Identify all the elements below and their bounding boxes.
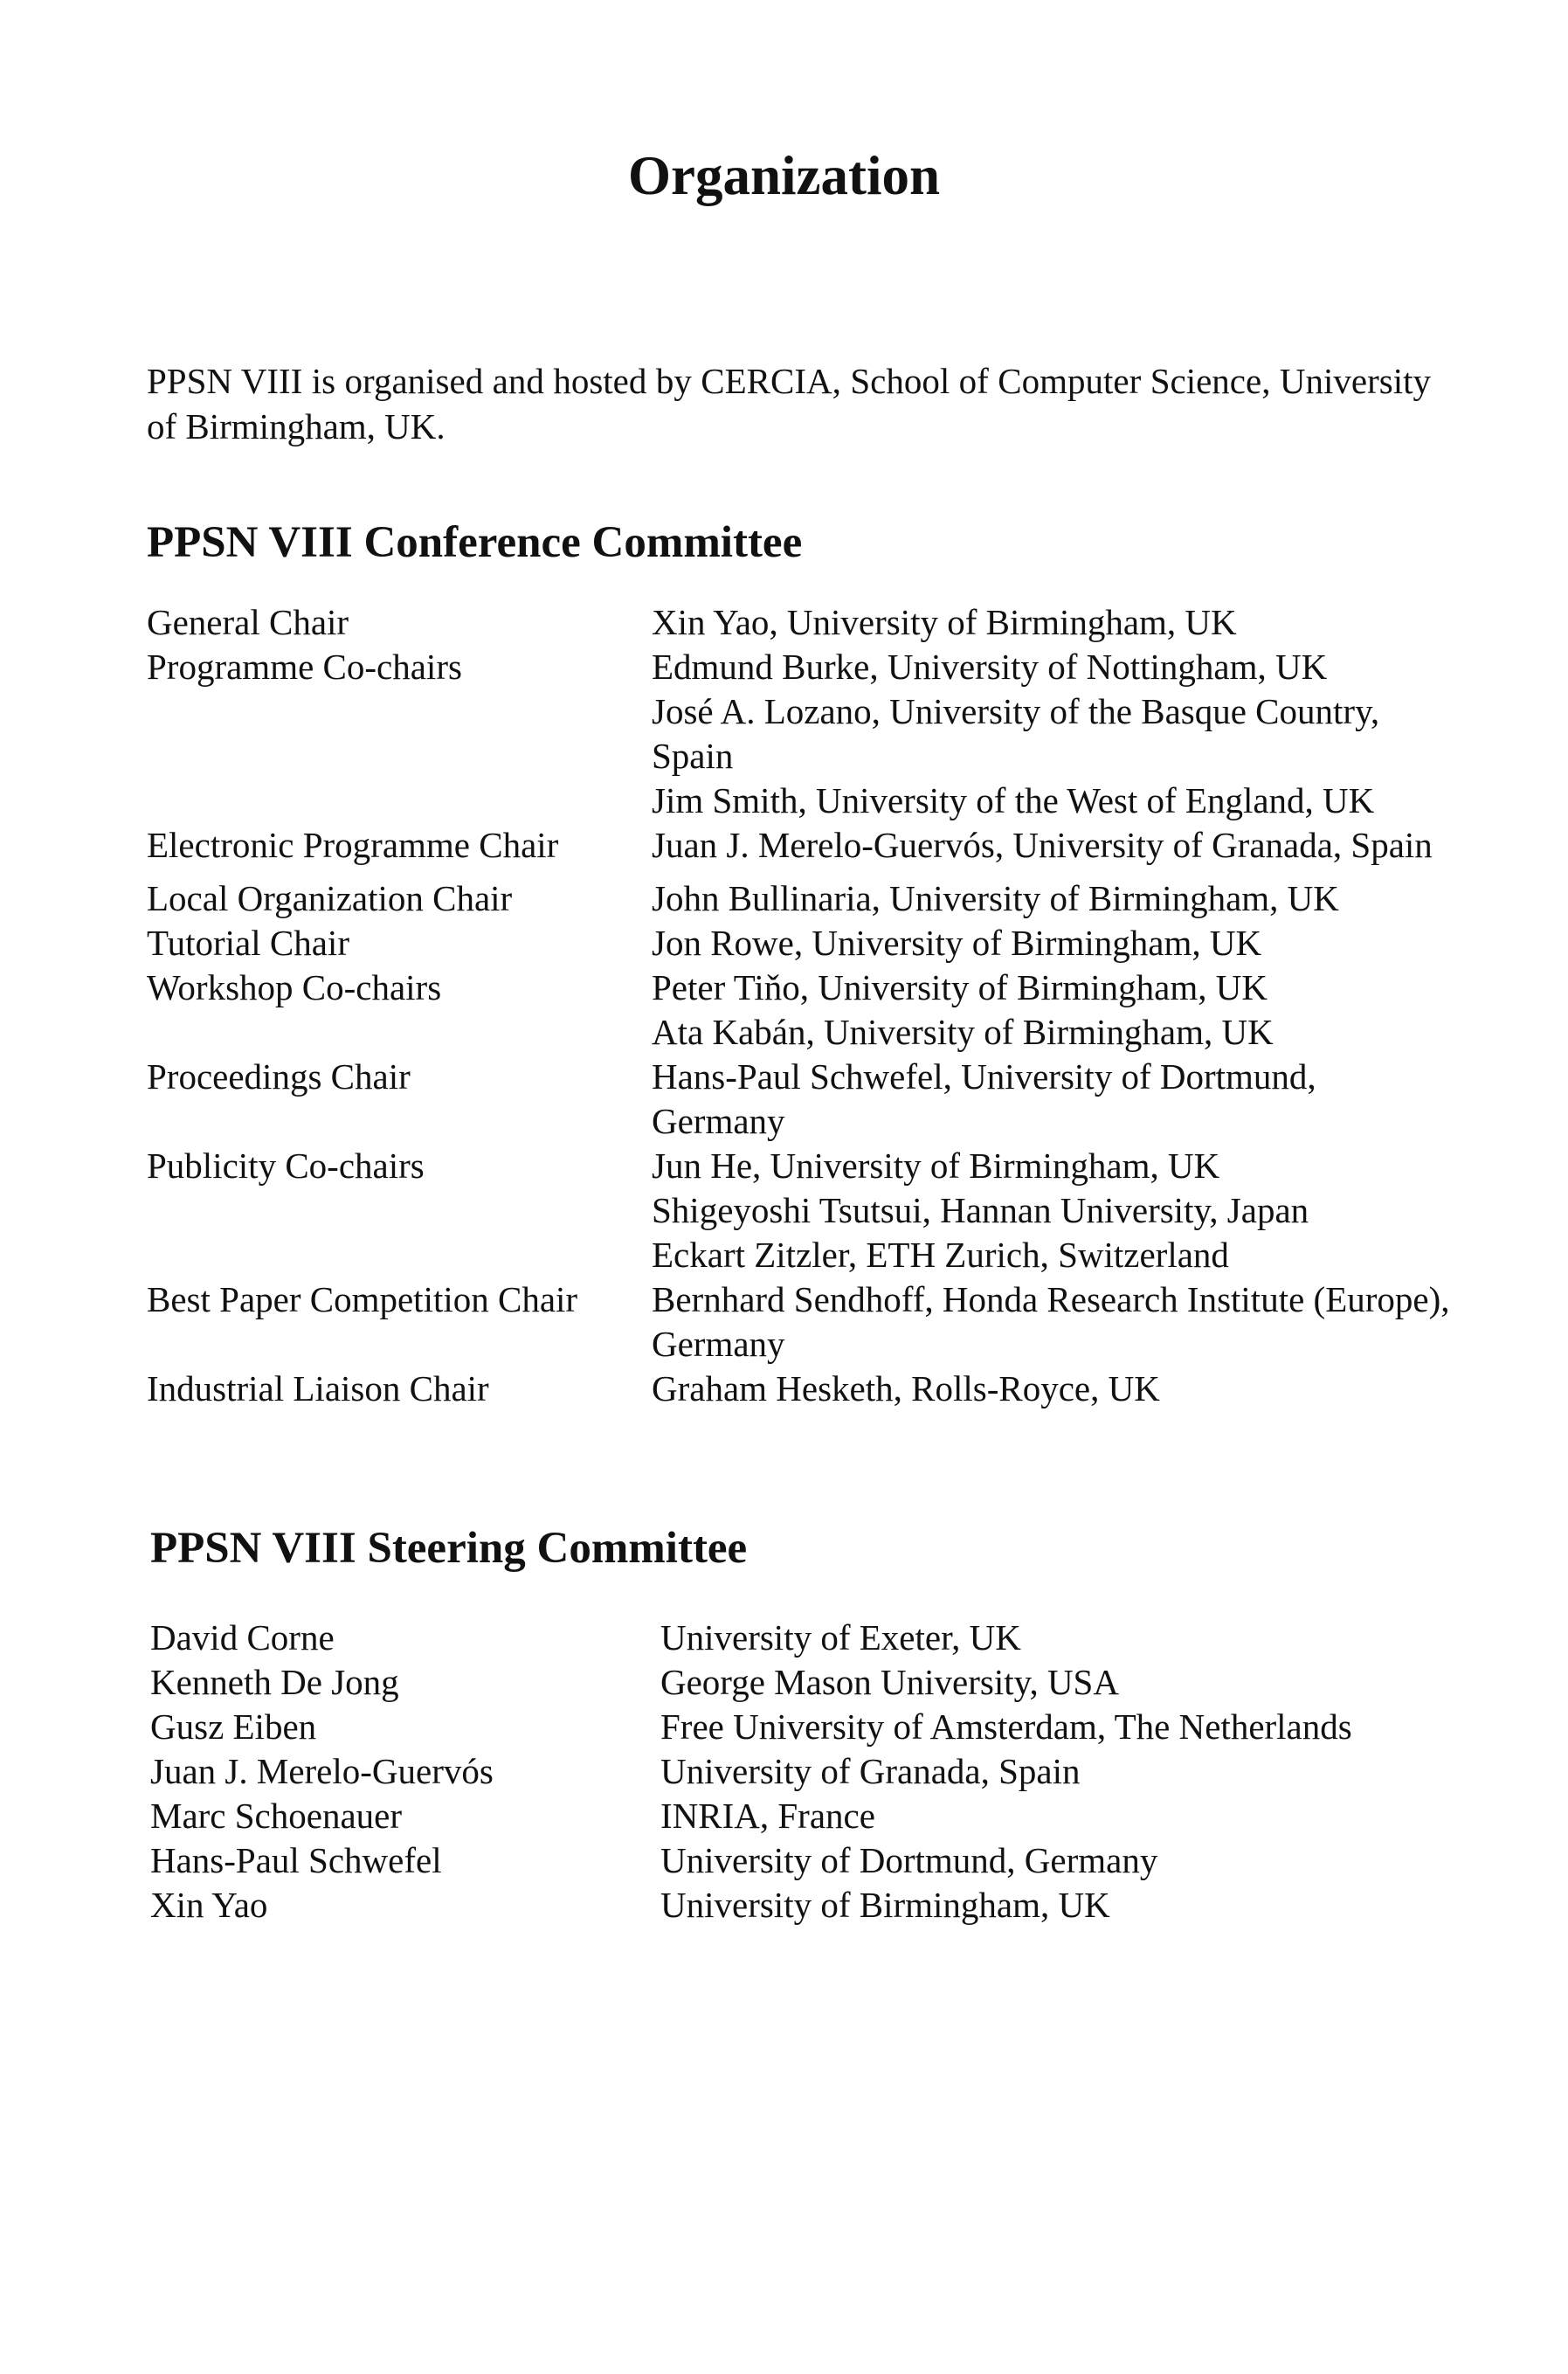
committee-row-proceedings-chair <box>147 1055 1457 1144</box>
member-name: Juan J. Merelo-Guervós <box>150 1751 494 1791</box>
member-affiliation: George Mason University, USA <box>660 1662 1119 1702</box>
role-label: Industrial Liaison Chair <box>147 1368 489 1408</box>
member-name: Kenneth De Jong <box>150 1662 399 1702</box>
member-affiliation: Free University of Amsterdam, The Netherlands <box>660 1706 1352 1747</box>
role-label: General Chair <box>147 602 349 642</box>
committee-row-industrial-liaison-chair <box>147 1367 1457 1411</box>
role-label: Best Paper Competition Chair <box>147 1279 578 1319</box>
role-label: Electronic Programme Chair <box>147 825 559 865</box>
committee-row-workshop-cochairs <box>147 966 1457 1055</box>
member-entry: Edmund Burke, University of Nottingham, UK <box>652 647 1328 687</box>
member-entry: Peter Tiňo, University of Birmingham, UK <box>652 967 1268 1007</box>
conference-committee-table <box>147 600 1457 1411</box>
member-affiliation: INRIA, France <box>660 1796 875 1836</box>
intro-paragraph: PPSN VIII is organised and hosted by CERCIA, School of Computer Science, University of Birmingham, UK. <box>147 361 1431 446</box>
member-entry: Jon Rowe, University of Birmingham, UK <box>652 923 1262 963</box>
member-affiliation: University of Birmingham, UK <box>660 1885 1110 1925</box>
role-label: Publicity Co-chairs <box>147 1145 425 1186</box>
committee-row-local-organization-chair <box>147 876 1457 921</box>
member-name: Marc Schoenauer <box>150 1796 403 1836</box>
committee-row-best-paper-chair <box>147 1277 1457 1367</box>
steering-row <box>150 1749 1461 1794</box>
member-entry: Eckart Zitzler, ETH Zurich, Switzerland <box>652 1235 1229 1275</box>
role-label: Local Organization Chair <box>147 878 513 918</box>
steering-committee-table <box>150 1616 1461 1928</box>
committee-row-electronic-programme-chair <box>147 823 1457 868</box>
steering-row <box>150 1794 1461 1838</box>
steering-committee-heading: PPSN VIII Steering Committee <box>150 1524 748 1573</box>
member-entry: Bernhard Sendhoff, Honda Research Institute (Europe), Germany <box>652 1279 1450 1364</box>
role-label: Tutorial Chair <box>147 923 349 963</box>
member-entry: John Bullinaria, University of Birmingham, UK <box>652 878 1339 918</box>
conference-committee-heading: PPSN VIII Conference Committee <box>147 518 803 567</box>
member-entry: Ata Kabán, University of Birmingham, UK <box>652 1012 1274 1052</box>
member-entry: Jun He, University of Birmingham, UK <box>652 1145 1220 1186</box>
member-entry: Juan J. Merelo-Guervós, University of Granada, Spain <box>652 825 1433 865</box>
page-title: Organization <box>628 145 940 206</box>
member-name: Hans-Paul Schwefel <box>150 1840 442 1880</box>
member-affiliation: University of Granada, Spain <box>660 1751 1081 1791</box>
member-entry: José A. Lozano, University of the Basque Country, Spain <box>652 691 1380 776</box>
member-entry: Hans-Paul Schwefel, University of Dortmund, Germany <box>652 1056 1316 1141</box>
steering-row <box>150 1616 1461 1660</box>
steering-row <box>150 1838 1461 1883</box>
member-entry: Jim Smith, University of the West of England, UK <box>652 780 1375 820</box>
steering-row <box>150 1705 1461 1749</box>
committee-row-publicity-cochairs <box>147 1144 1457 1277</box>
member-name: Xin Yao <box>150 1885 268 1925</box>
member-affiliation: University of Exeter, UK <box>660 1617 1021 1658</box>
committee-row-programme-cochairs <box>147 645 1457 823</box>
role-label: Programme Co-chairs <box>147 647 462 687</box>
steering-row <box>150 1660 1461 1705</box>
member-name: David Corne <box>150 1617 335 1658</box>
committee-row-tutorial-chair <box>147 921 1457 966</box>
member-entry: Xin Yao, University of Birmingham, UK <box>652 602 1237 642</box>
member-affiliation: University of Dortmund, Germany <box>660 1840 1158 1880</box>
role-label: Proceedings Chair <box>147 1056 411 1097</box>
member-entry: Shigeyoshi Tsutsui, Hannan University, Japan <box>652 1190 1309 1230</box>
steering-row <box>150 1883 1461 1928</box>
committee-row-general-chair <box>147 600 1457 645</box>
role-label: Workshop Co-chairs <box>147 967 442 1007</box>
member-name: Gusz Eiben <box>150 1706 317 1747</box>
member-entry: Graham Hesketh, Rolls-Royce, UK <box>652 1368 1160 1408</box>
